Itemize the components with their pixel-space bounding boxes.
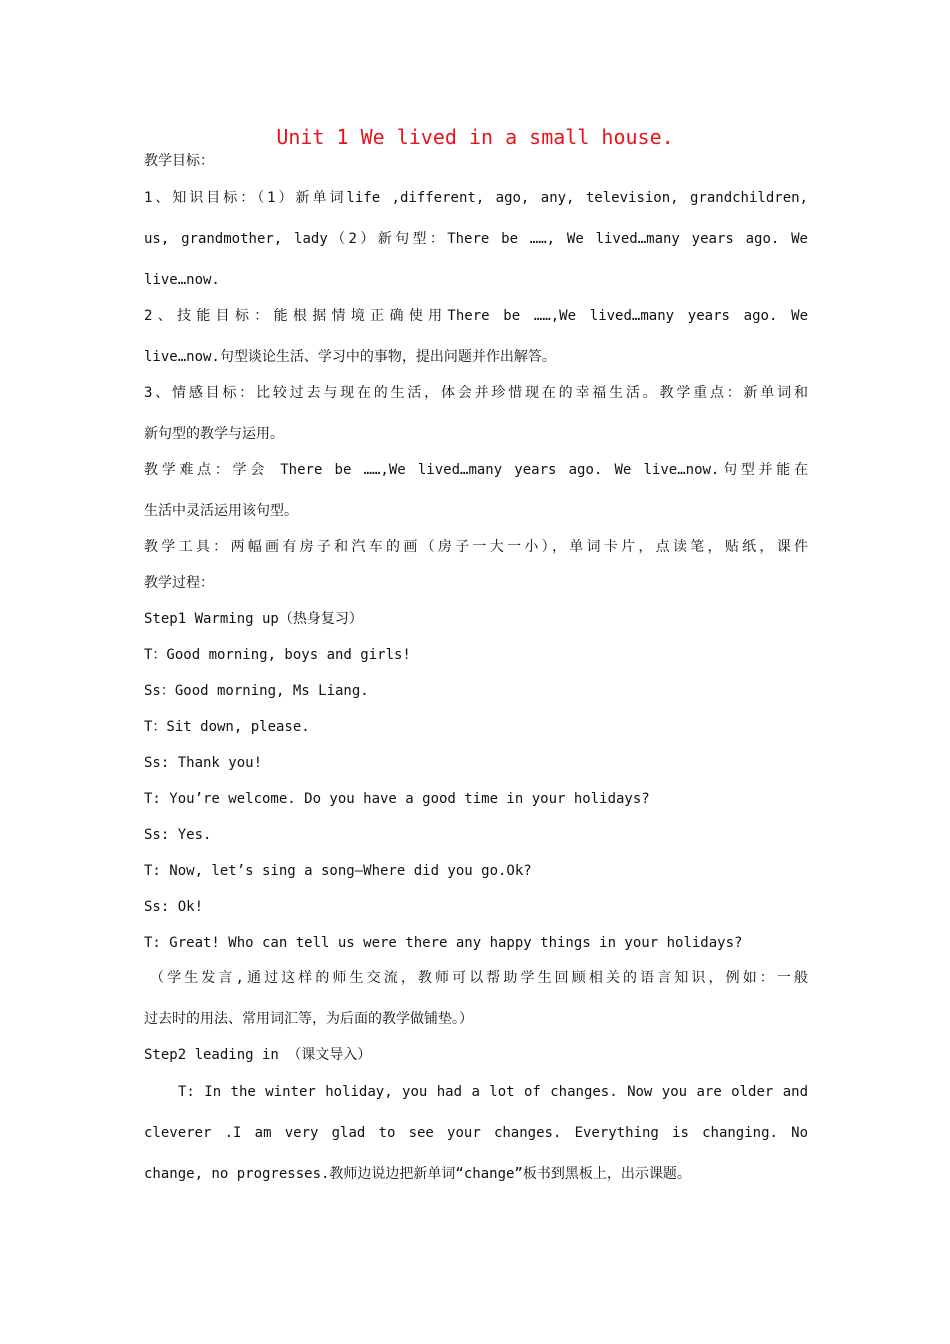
text-line-skill-objective-cont: live…now.句型谈论生活、学习中的事物，提出问题并作出解答。 xyxy=(144,349,556,365)
document-title: Unit 1 We lived in a small house. xyxy=(276,125,674,149)
text-line-lead-in-cont: cleverer .I am very glad to see your changes. Everything is changing. No xyxy=(144,1125,808,1141)
text-line-dialogue: Ss: Ok! xyxy=(144,899,204,915)
text-line-dialogue: T: Now, let’s sing a song—Where did you go.Ok? xyxy=(144,863,532,879)
text-line-step2-heading: Step2 leading in （课文导入） xyxy=(144,1047,372,1063)
text-line-dialogue: T：Good morning, boys and girls! xyxy=(144,647,411,663)
text-line-lead-in: T: In the winter holiday, you had a lot of changes. Now you are older and xyxy=(178,1084,808,1100)
text-line-dialogue: Ss: Thank you! xyxy=(144,755,263,771)
text-line-skill-objective: 2、技能目标：能根据情境正确使用There be ……,We lived…many years ago. We xyxy=(144,308,808,324)
text-line-emotion-objective: 3、情感目标：比较过去与现在的生活，体会并珍惜现在的幸福生活。教学重点：新单词和 xyxy=(144,385,808,401)
text-line-teaching-tools: 教学工具：两幅画有房子和汽车的画（房子一大一小），单词卡片，点读笔，贴纸，课件 xyxy=(144,539,808,555)
text-line-teacher-note: （学生发言,通过这样的师生交流，教师可以帮助学生回顾相关的语言知识，例如：一般 xyxy=(150,970,808,986)
text-line-process-heading: 教学过程： xyxy=(144,575,214,591)
text-line-knowledge-objective-cont: us, grandmother, lady（2）新句型：There be ……, We lived…many years ago. We xyxy=(144,231,808,247)
text-line-lead-in-end: change, no progresses.教师边说边把新单词“change”板书到黑板上，出示课题。 xyxy=(144,1166,691,1182)
text-line-dialogue: T：Sit down, please. xyxy=(144,719,310,735)
text-line-teacher-note-cont: 过去时的用法、常用词汇等，为后面的教学做铺垫。） xyxy=(144,1011,473,1027)
text-line-dialogue: Ss：Good morning, Ms Liang. xyxy=(144,683,369,699)
text-line-objectives-heading: 教学目标： xyxy=(144,153,214,169)
text-line-difficulties: 教学难点：学会 There be ……,We lived…many years ago. We live…now.句型并能在 xyxy=(144,462,808,478)
text-line-key-points: 新句型的教学与运用。 xyxy=(144,426,284,442)
text-line-dialogue: Ss: Yes. xyxy=(144,827,212,843)
text-line-dialogue: T: Great! Who can tell us were there any happy things in your holidays? xyxy=(144,935,743,951)
text-line-knowledge-objective: 1、知识目标：（1）新单词life ,different, ago, any, television, grandchildren, xyxy=(144,190,808,206)
text-line-knowledge-objective-end: live…now. xyxy=(144,272,220,288)
text-line-dialogue: T: You’re welcome. Do you have a good time in your holidays? xyxy=(144,791,650,807)
text-line-difficulties-cont: 生活中灵活运用该句型。 xyxy=(144,503,298,519)
text-line-step1-heading: Step1 Warming up（热身复习） xyxy=(144,611,363,627)
